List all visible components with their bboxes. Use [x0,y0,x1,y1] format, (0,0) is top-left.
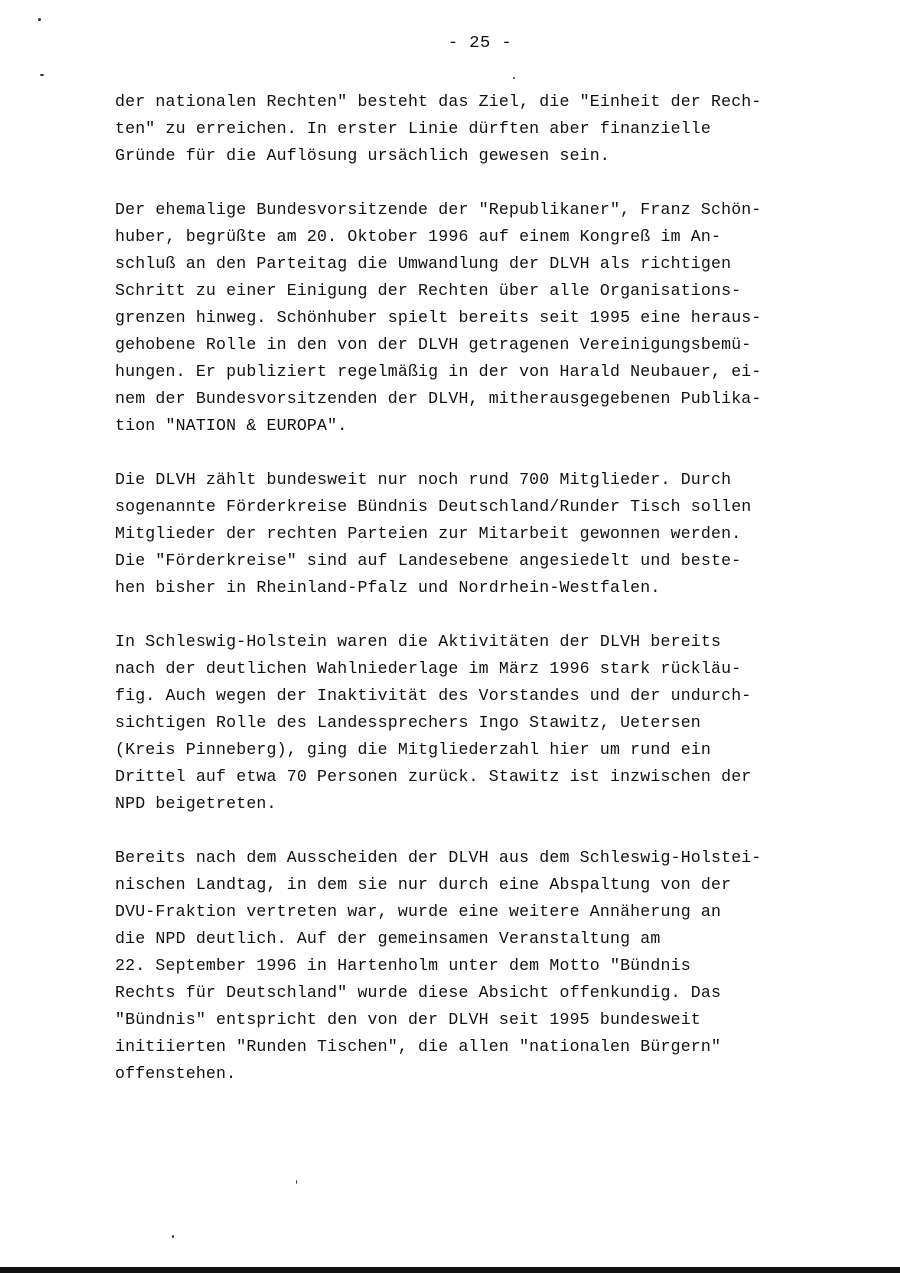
text-line: nach der deutlichen Wahlniederlage im März 1996 stark rückläu- [115,659,742,678]
scan-speck [38,18,41,21]
text-line: (Kreis Pinneberg), ging die Mitgliederzahl hier um rund ein [115,740,711,759]
text-line: huber, begrüßte am 20. Oktober 1996 auf einem Kongreß im An- [115,227,722,246]
scan-speck [172,1235,174,1238]
text-line: offenstehen. [115,1064,237,1083]
text-line: DVU-Fraktion vertreten war, wurde eine weitere Annäherung an [115,902,722,921]
text-line: Die "Förderkreise" sind auf Landesebene angesiedelt und beste- [115,551,742,570]
text-line: sichtigen Rolle des Landessprechers Ingo Stawitz, Uetersen [115,713,701,732]
text-line: sogenannte Förderkreise Bündnis Deutschland/Runder Tisch sollen [115,497,752,516]
scan-speck [513,77,515,79]
text-line: In Schleswig-Holstein waren die Aktivitäten der DLVH bereits [115,632,722,651]
text-line: Rechts für Deutschland" wurde diese Absicht offenkundig. Das [115,983,722,1002]
text-line: hen bisher in Rheinland-Pfalz und Nordrhein-Westfalen. [115,578,661,597]
text-line: tion "NATION & EUROPA". [115,416,348,435]
text-line: Gründe für die Auflösung ursächlich gewesen sein. [115,146,610,165]
scan-speck [296,1180,297,1184]
paragraph-5 [115,844,845,1087]
text-line: nischen Landtag, in dem sie nur durch eine Abspaltung von der [115,875,732,894]
page-bottom-border [0,1267,900,1273]
text-line: Mitglieder der rechten Parteien zur Mitarbeit gewonnen werden. [115,524,742,543]
text-line: grenzen hinweg. Schönhuber spielt bereits seit 1995 eine heraus- [115,308,762,327]
text-line: Die DLVH zählt bundesweit nur noch rund 700 Mitglieder. Durch [115,470,732,489]
paragraph-1 [115,88,845,169]
text-line: Schritt zu einer Einigung der Rechten über alle Organisations- [115,281,742,300]
text-line: nem der Bundesvorsitzenden der DLVH, mitherausgegebenen Publika- [115,389,762,408]
text-line: die NPD deutlich. Auf der gemeinsamen Veranstaltung am [115,929,661,948]
text-line: schluß an den Parteitag die Umwandlung der DLVH als richtigen [115,254,732,273]
scan-speck [40,74,44,76]
page-number: - 25 - [447,34,513,53]
text-line: Bereits nach dem Ausscheiden der DLVH aus dem Schleswig-Holstei- [115,848,762,867]
text-line: "Bündnis" entspricht den von der DLVH seit 1995 bundesweit [115,1010,701,1029]
text-line: ten" zu erreichen. In erster Linie dürften aber finanzielle [115,119,711,138]
paragraph-2 [115,196,845,439]
text-line: hungen. Er publiziert regelmäßig in der von Harald Neubauer, ei- [115,362,762,381]
document-body [115,88,845,1114]
text-line: NPD beigetreten. [115,794,277,813]
text-line: 22. September 1996 in Hartenholm unter dem Motto "Bündnis [115,956,691,975]
text-line: fig. Auch wegen der Inaktivität des Vorstandes und der undurch- [115,686,752,705]
paragraph-4 [115,628,845,817]
paragraph-3 [115,466,845,601]
text-line: initiierten "Runden Tischen", die allen "nationalen Bürgern" [115,1037,722,1056]
text-line: gehobene Rolle in den von der DLVH getragenen Vereinigungsbemü- [115,335,752,354]
text-line: der nationalen Rechten" besteht das Ziel, die "Einheit der Rech- [115,92,762,111]
text-line: Der ehemalige Bundesvorsitzende der "Republikaner", Franz Schön- [115,200,762,219]
text-line: Drittel auf etwa 70 Personen zurück. Stawitz ist inzwischen der [115,767,752,786]
